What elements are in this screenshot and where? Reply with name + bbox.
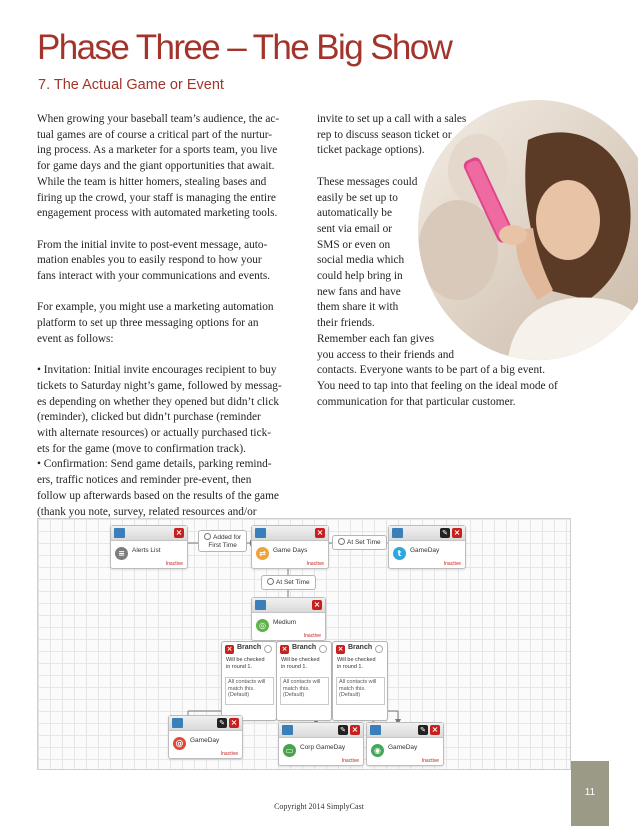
- tag-text: Added for: [213, 534, 242, 541]
- document-icon: [172, 718, 183, 728]
- text-line: (reminder), clicked but didn’t purchase (reminder: [37, 411, 261, 424]
- text-line: event as follows:: [37, 332, 114, 345]
- branch-description: [226, 657, 276, 671]
- text-line: Will be checked: [281, 657, 320, 663]
- node-gameday-twitter[interactable]: [388, 525, 466, 569]
- text-line: Remember each fan gives: [317, 333, 434, 345]
- text-line: in round 1.: [281, 663, 307, 670]
- node-name: GameDay: [388, 744, 418, 751]
- bullet-invitation: [37, 363, 305, 457]
- paragraph-example: [37, 300, 305, 347]
- text-line: (Default): [283, 692, 305, 699]
- text-line: ets for the game (move to confirmation track).: [37, 442, 246, 455]
- text-line: invite to set up a call with a sales: [317, 113, 467, 125]
- branch-title: Branch: [348, 644, 373, 651]
- node-header: [252, 598, 325, 613]
- text-line: You need to tap into that feeling on the ideal mode of: [317, 380, 558, 393]
- document-icon: [370, 725, 381, 735]
- status-badge: Inactive: [220, 751, 238, 757]
- close-icon[interactable]: ×: [313, 600, 321, 609]
- branch-toggle-icon[interactable]: [319, 645, 327, 653]
- text-line: es depending on whether they opened but didn’t click: [37, 395, 279, 408]
- branch-title: Branch: [237, 644, 262, 651]
- status-badge: Inactive: [165, 561, 183, 567]
- shuffle-icon: ⇄: [256, 547, 269, 560]
- page-title: Phase Three – The Big Show: [37, 28, 452, 67]
- text-line: communication for that particular customer.: [317, 395, 516, 408]
- node-header: [169, 716, 242, 731]
- text-line: (Default): [339, 692, 361, 699]
- text-line: fans interact with your communications and events.: [37, 270, 271, 283]
- text-line: When growing your baseball team’s audience, the ac-: [37, 113, 280, 125]
- document-icon: [282, 725, 293, 735]
- text-line: in round 1.: [337, 663, 363, 670]
- text-line: tual games are of course a critical part of the nurtur-: [37, 128, 273, 141]
- text-line: for game days and the giant opportunities that await.: [37, 160, 275, 173]
- sms-icon: ▭: [283, 744, 296, 757]
- node-name: GameDay: [410, 547, 440, 554]
- node-header: [279, 723, 363, 738]
- node-gameday-email[interactable]: [168, 715, 243, 759]
- paragraph-automation: [37, 238, 305, 285]
- text-line: sent via email or: [317, 222, 392, 235]
- status-badge: Inactive: [306, 561, 324, 567]
- paragraph-intro: [37, 112, 305, 222]
- close-icon[interactable]: ×: [175, 528, 183, 537]
- node-header: [252, 526, 328, 541]
- trigger-at-set-time-2[interactable]: [261, 575, 316, 590]
- text-line: match this.: [283, 685, 310, 692]
- text-line: new fans and have: [317, 285, 401, 298]
- text-line: These messages could: [317, 175, 418, 188]
- node-medium[interactable]: [251, 597, 326, 641]
- bullet-confirmation: [37, 457, 305, 520]
- node-header: [389, 526, 465, 541]
- close-icon[interactable]: ×: [281, 645, 288, 653]
- close-icon[interactable]: ×: [351, 725, 359, 734]
- text-line: All contacts will: [283, 679, 321, 685]
- branch-title: Branch: [292, 644, 317, 651]
- text-line: • Invitation: Initial invite encourages recipient to buy: [37, 364, 277, 377]
- text-line: with alternate resources) or actually purchased tick-: [37, 427, 271, 440]
- copyright-text: Copyright 2014 SimplyCast: [274, 802, 364, 811]
- text-line: easily be set up to: [317, 191, 398, 204]
- clock-icon: [267, 578, 274, 585]
- text-line: in round 1.: [226, 663, 252, 670]
- close-icon[interactable]: ×: [226, 645, 233, 653]
- close-icon[interactable]: ×: [337, 645, 344, 653]
- twitter-icon: t: [393, 547, 406, 560]
- branch-match-box: [280, 677, 329, 705]
- document-icon: [255, 528, 266, 538]
- text-line: firing up the crowd, your staff is managing the entire: [37, 191, 276, 204]
- edit-icon[interactable]: ✎: [440, 528, 450, 538]
- text-line: rep to discuss season ticket or: [317, 128, 452, 141]
- page-number-bar: [571, 761, 609, 826]
- text-line: Will be checked: [226, 657, 265, 663]
- text-line: • Confirmation: Send game details, parking remind-: [37, 458, 272, 471]
- text-line: tickets to Saturday night’s game, followed by messag-: [37, 379, 282, 392]
- tag-text: At Set Time: [276, 579, 310, 586]
- branch-1[interactable]: [221, 641, 277, 721]
- tag-text: First Time: [208, 541, 237, 549]
- text-line: mation enables you to easily respond to how your: [37, 254, 262, 267]
- text-line: engagement process with automated marketing tools.: [37, 207, 278, 220]
- text-line: From the initial invite to post-event message, auto-: [37, 238, 268, 251]
- workflow-diagram: [37, 518, 571, 770]
- text-line: While the team is hitter homers, stealing bases and: [37, 175, 267, 188]
- node-alerts-list[interactable]: [110, 525, 188, 569]
- close-icon[interactable]: ×: [453, 528, 461, 537]
- branch-2[interactable]: [276, 641, 332, 721]
- list-icon: ≡: [115, 547, 128, 560]
- text-line: follow up afterwards based on the results of the game: [37, 489, 279, 502]
- branch-match-box: [225, 677, 274, 705]
- text-line: (Default): [228, 692, 250, 699]
- node-name: Corp GameDay: [300, 744, 346, 751]
- text-line: match this.: [339, 685, 366, 692]
- text-line: contacts. Everyone wants to be part of a big event.: [317, 364, 546, 377]
- text-line: Will be checked: [337, 657, 376, 663]
- close-icon[interactable]: ×: [431, 725, 439, 734]
- text-line: ers, traffic notices and reminder pre-event, then: [37, 474, 252, 487]
- branch-toggle-icon[interactable]: [264, 645, 272, 653]
- node-name: Alerts List: [132, 547, 161, 554]
- node-header: [367, 723, 443, 738]
- node-gameday-chat[interactable]: [366, 722, 444, 766]
- text-line: For example, you might use a marketing automation: [37, 301, 274, 314]
- text-line: match this.: [228, 685, 255, 692]
- text-line: automatically be: [317, 207, 392, 220]
- clock-icon: [338, 538, 345, 545]
- text-line: their friends.: [317, 317, 375, 330]
- text-line: (thank you note, survey, related resources and/or: [37, 505, 257, 518]
- close-icon[interactable]: ×: [316, 528, 324, 537]
- text-line: you access to their friends and: [317, 348, 455, 361]
- paragraph-continuation: [317, 112, 467, 159]
- clock-icon: [204, 533, 211, 540]
- medium-icon: ◎: [256, 619, 269, 632]
- text-line: ing process. As a marketer for a sports team, you live: [37, 144, 278, 157]
- trigger-added-first-time[interactable]: [198, 530, 247, 552]
- text-line: could help bring in: [317, 270, 403, 283]
- edit-icon[interactable]: ✎: [217, 718, 227, 728]
- close-icon[interactable]: ×: [230, 718, 238, 727]
- status-badge: Inactive: [421, 758, 439, 764]
- document-icon: [392, 528, 403, 538]
- branch-3[interactable]: [332, 641, 388, 721]
- node-corp-gameday[interactable]: [278, 722, 364, 766]
- branch-match-box: [336, 677, 385, 705]
- tag-text: At Set Time: [347, 539, 381, 546]
- page-number: 11: [584, 787, 596, 798]
- edit-icon[interactable]: ✎: [418, 725, 428, 735]
- node-game-days[interactable]: [251, 525, 329, 569]
- node-name: GameDay: [190, 737, 220, 744]
- node-name: Medium: [273, 619, 297, 626]
- branch-description: [281, 657, 331, 671]
- text-line: platform to set up three messaging options for an: [37, 317, 259, 330]
- branch-toggle-icon[interactable]: [375, 645, 383, 653]
- section-subtitle: 7. The Actual Game or Event: [38, 77, 224, 93]
- text-line: them share it with: [317, 301, 399, 314]
- chat-icon: ◉: [371, 744, 384, 757]
- status-badge: Inactive: [341, 758, 359, 764]
- left-column: [37, 112, 305, 520]
- document-icon: [114, 528, 125, 538]
- node-header: [111, 526, 187, 541]
- status-badge: Inactive: [303, 633, 321, 639]
- text-line: All contacts will: [228, 679, 266, 685]
- text-line: All contacts will: [339, 679, 377, 685]
- trigger-at-set-time-1[interactable]: [332, 535, 387, 550]
- document-icon: [255, 600, 266, 610]
- text-line: social media which: [317, 254, 405, 267]
- edit-icon[interactable]: ✎: [338, 725, 348, 735]
- text-line: SMS or even on: [317, 238, 391, 251]
- node-name: Game Days: [273, 547, 308, 554]
- branch-description: [337, 657, 387, 671]
- email-icon: @: [173, 737, 186, 750]
- text-line: ticket package options).: [317, 144, 425, 157]
- status-badge: Inactive: [443, 561, 461, 567]
